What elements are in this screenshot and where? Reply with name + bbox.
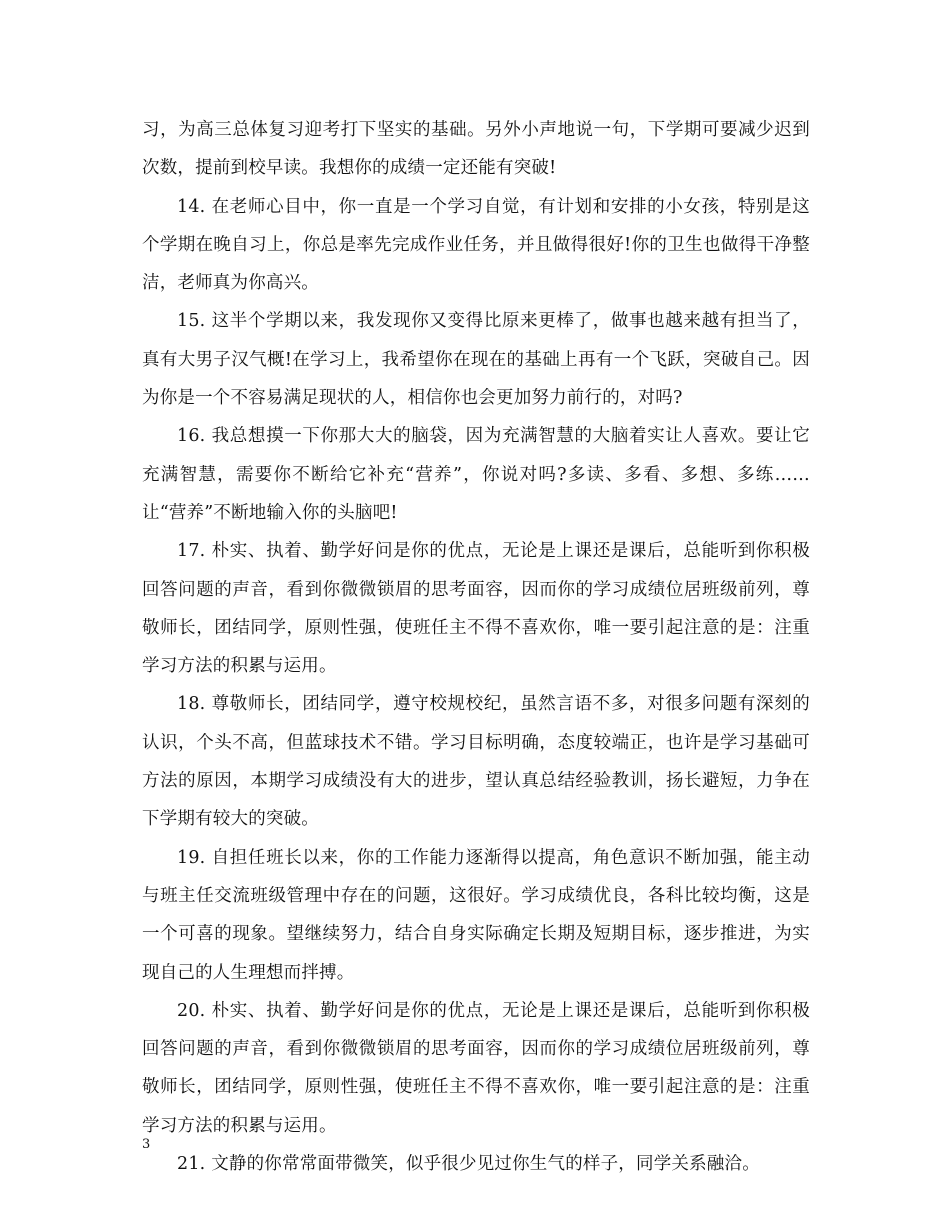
paragraph-continuation: 习，为高三总体复习迎考打下坚实的基础。另外小声地说一句，下学期可要减少迟到次数，提前到校早读。我想你的成绩一定还能有突破! [142,120,810,179]
paragraph-21: 21. 文静的你常常面带微笑，似乎很少见过你生气的样子，同学关系融洽。 [177,1154,760,1175]
paragraph-17: 17. 朴实、执着、勤学好问是你的优点，无论是上课还是课后，总能听到你积极回答问题的声音，看到你微微锁眉的思考面容，因而你的学习成绩位居班级前列，尊敬师长，团结同学，原则性强，使班任主不得不喜欢你，唯一要引起注意的是：注重学习方法的积累与运用。 [142,541,810,677]
paragraph-20: 20. 朴实、执着、勤学好问是你的优点，无论是上课还是课后，总能听到你积极回答问题的声音，看到你微微锁眉的思考面容，因而你的学习成绩位居班级前列，尊敬师长，团结同学，原则性强，使班任主不得不喜欢你，唯一要引起注意的是：注重学习方法的积累与运用。 [142,1000,810,1136]
paragraph-18: 18. 尊敬师长，团结同学，遵守校规校纪，虽然言语不多，对很多问题有深刻的认识，个头不高，但蓝球技术不错。学习目标明确，态度较端正，也许是学习基础可方法的原因，本期学习成绩没有大的进步，望认真总结经验教训，扬长避短，力争在下学期有较大的突破。 [142,694,810,830]
paragraph-14: 14. 在老师心目中，你一直是一个学习自觉，有计划和安排的小女孩，特别是这个学期在晚自习上，你总是率先完成作业任务，并且做得很好!你的卫生也做得干净整洁，老师真为你高兴。 [142,196,810,294]
body-text [142,111,810,1183]
paragraph-15: 15. 这半个学期以来，我发现你又变得比原来更棒了，做事也越来越有担当了，真有大男子汉气概!在学习上，我希望你在现在的基础上再有一个飞跃，突破自己。因为你是一个不容易满足现状的人，相信你也会更加努力前行的，对吗? [142,311,810,409]
page-number: 3 [142,1137,151,1152]
paragraph-19: 19. 自担任班长以来，你的工作能力逐渐得以提高，角色意识不断加强，能主动与班主任交流班级管理中存在的问题，这很好。学习成绩优良，各科比较均衡，这是一个可喜的现象。望继续努力，结合自身实际确定长期及短期目标，逐步推进，为实现自己的人生理想而拌搏。 [142,847,810,983]
paragraph-16: 16. 我总想摸一下你那大大的脑袋，因为充满智慧的大脑着实让人喜欢。要让它充满智慧，需要你不断给它补充“营养”，你说对吗?多读、多看、多想、多练……让“营养”不断地输入你的头脑吧! [142,426,810,523]
